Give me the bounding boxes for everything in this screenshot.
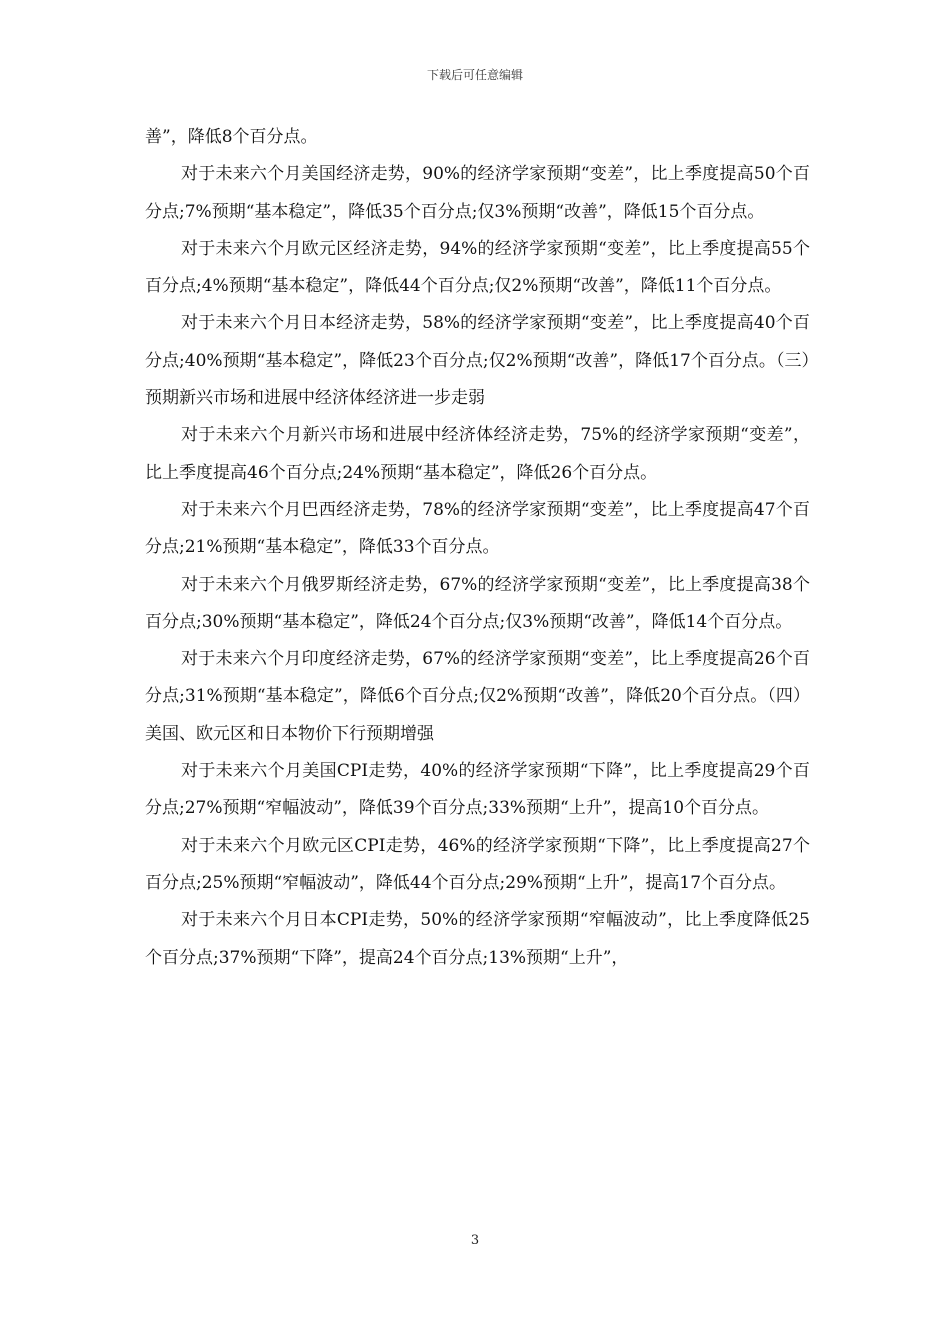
paragraph: 对于未来六个月印度经济走势，67%的经济学家预期“变差”，比上季度提高26个百分点;31%预期“基本稳定”，降低6个百分点;仅2%预期“改善”，降低20个百分点。（四）美国、欧元区和日本物价下行预期增强: [145, 649, 810, 744]
paragraph: 对于未来六个月巴西经济走势，78%的经济学家预期“变差”，比上季度提高47个百分点;21%预期“基本稳定”，降低33个百分点。: [145, 499, 810, 558]
paragraph: 对于未来六个月美国经济走势，90%的经济学家预期“变差”，比上季度提高50个百分点;7%预期“基本稳定”，降低35个百分点;仅3%预期“改善”，降低15个百分点。: [145, 164, 810, 222]
paragraph: 善”，降低8个百分点。: [145, 127, 318, 147]
page-header: 下载后可任意编辑: [426, 68, 523, 82]
paragraph: 对于未来六个月欧元区经济走势，94%的经济学家预期“变差”，比上季度提高55个百分点;4%预期“基本稳定”，降低44个百分点;仅2%预期“改善”，降低11个百分点。: [145, 238, 810, 297]
paragraph: 对于未来六个月美国CPI走势，40%的经济学家预期“下降”，比上季度提高29个百分点;27%预期“窄幅波动”，降低39个百分点;33%预期“上升”，提高10个百分点。: [145, 761, 810, 819]
paragraph: 对于未来六个月新兴市场和进展中经济体经济走势，75%的经济学家预期“变差”，比上季度提高46个百分点;24%预期“基本稳定”，降低26个百分点。: [145, 425, 810, 483]
paragraph: 对于未来六个月俄罗斯经济走势，67%的经济学家预期“变差”，比上季度提高38个百分点;30%预期“基本稳定”，降低24个百分点;仅3%预期“改善”，降低14个百分点。: [145, 574, 810, 632]
document-body: [145, 119, 810, 977]
paragraph: 对于未来六个月日本经济走势，58%的经济学家预期“变差”，比上季度提高40个百分点;40%预期“基本稳定”，降低23个百分点;仅2%预期“改善”，降低17个百分点。（三）预期新兴市场和进展中经济体经济进一步走弱: [145, 313, 810, 409]
page-number: 3: [470, 1233, 480, 1248]
paragraph: 对于未来六个月欧元区CPI走势，46%的经济学家预期“下降”，比上季度提高27个百分点;25%预期“窄幅波动”，降低44个百分点;29%预期“上升”，提高17个百分点。: [145, 835, 810, 893]
paragraph: 对于未来六个月日本CPI走势，50%的经济学家预期“窄幅波动”，比上季度降低25个百分点;37%预期“下降”，提高24个百分点;13%预期“上升”，: [145, 910, 810, 968]
